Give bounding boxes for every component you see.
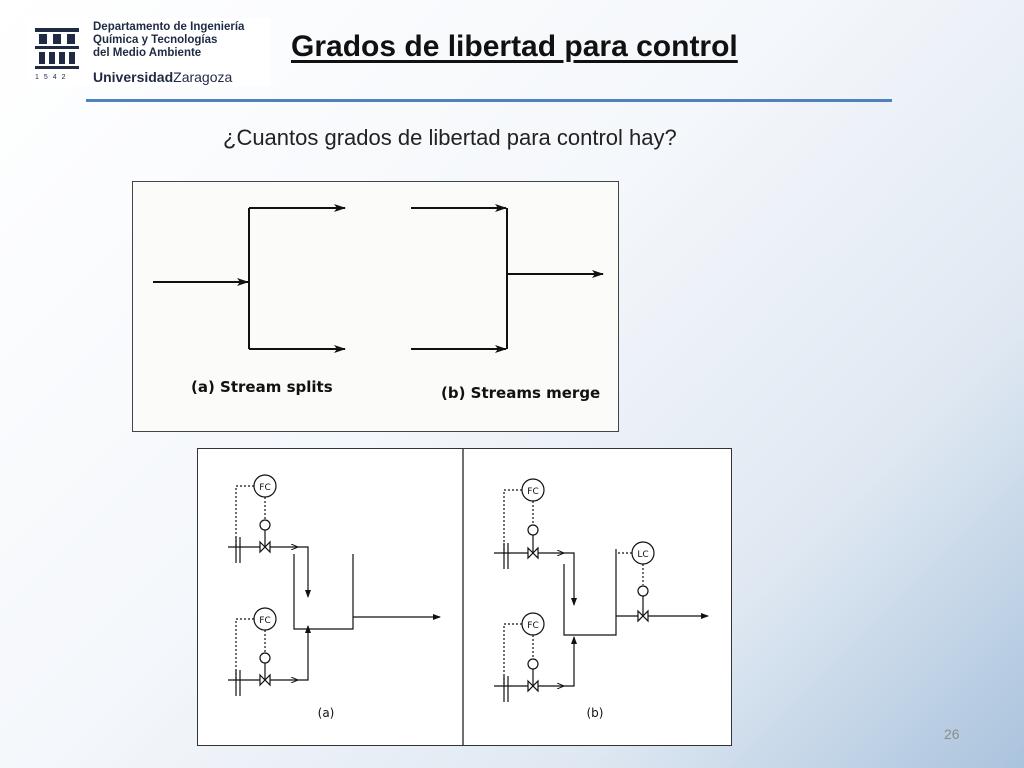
fc-label: FC [527, 621, 539, 631]
slide-number: 26 [944, 726, 960, 742]
panel-b [494, 479, 708, 720]
header-divider [86, 99, 892, 102]
stream-diagram [133, 182, 618, 431]
logo-department [93, 21, 244, 60]
logo-line-3: del Medio Ambiente [93, 47, 202, 59]
split-streams [153, 208, 345, 349]
logo-year: 1542 [35, 74, 71, 81]
tank-icon [294, 554, 353, 629]
logo-line-1: Departamento de Ingeniería [93, 21, 245, 33]
merge-streams [411, 208, 603, 349]
stream-split-merge-figure [132, 181, 619, 432]
fc-label: FC [259, 483, 271, 493]
logo-university-bold: Universidad [93, 69, 174, 85]
logo-university [93, 69, 232, 85]
panel-a-label: (a) [317, 706, 335, 720]
lc-label: LC [637, 550, 649, 560]
tank-icon [564, 549, 616, 635]
slide-question: ¿Cuantos grados de libertad para control hay? [223, 125, 677, 150]
panel-a [228, 475, 440, 720]
panel-b-label: (b) [586, 706, 604, 720]
logo-university-city: Zaragoza [173, 69, 233, 85]
university-crest-icon [31, 22, 83, 74]
merge-label: (b) Streams merge [441, 384, 601, 402]
fc-label: FC [259, 616, 271, 626]
control-schemes-figure [197, 448, 732, 746]
split-label: (a) Stream splits [191, 378, 333, 396]
university-logo [27, 18, 270, 86]
slide-title: Grados de libertad para control [291, 30, 738, 63]
control-diagram [198, 449, 731, 745]
fc-label: FC [527, 487, 539, 497]
logo-line-2: Química y Tecnologías [93, 34, 218, 46]
